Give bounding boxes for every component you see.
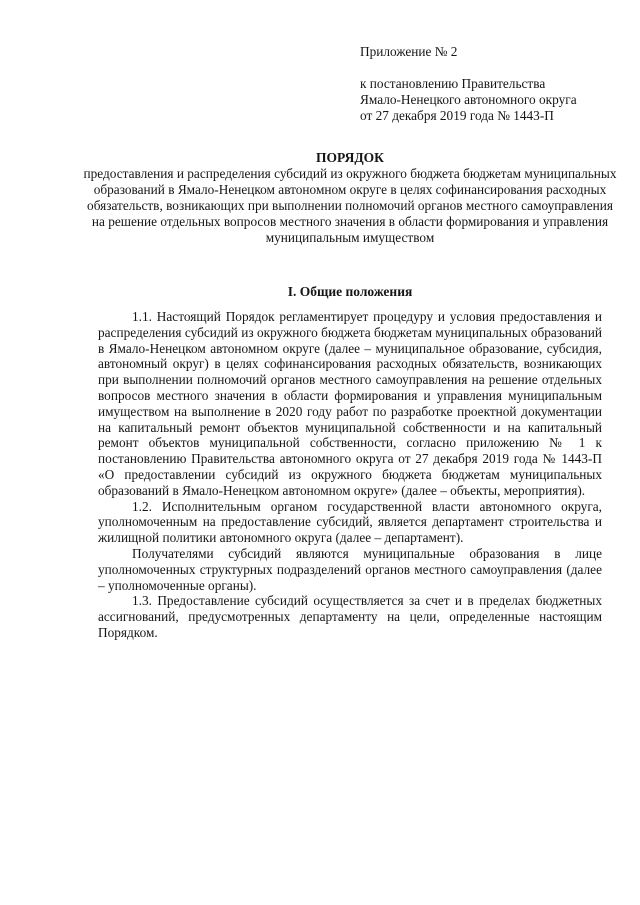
paragraph-1-3: 1.3. Предоставление субсидий осуществляется за счет и в пределах бюджетных ассигнований, предусмотренных департаменту на цели, определенные настоящим Порядком. <box>98 593 602 640</box>
paragraph-1-1: 1.1. Настоящий Порядок регламентирует процедуру и условия предоставления и распределения субсидий из окружного бюджета бюджетам муниципальных образований в Ямало-Ненецком автономном округе (далее – муниципальное образование, субсидия, автономный округ) в целях софинансирования расходных обязательств, возникающих при выполнении полномочий органов местного самоуправления на решение отдельных вопросов местного значения в области формирования и управления муниципальным имуществом на выполнение в 2020 году работ по разработке проектной документации на капитальный ремонт объектов муниципальной собственности и на капитальный ремонт объектов муниципальной собственности, согласно приложению № 1 к постановлению Правительства автономного округа от 27 декабря 2019 года № 1443-П «О предоставлении субсидий из окружного бюджета бюджетам муниципальных образований в Ямало-Ненецком автономном округе» (далее – объекты, мероприятия). <box>98 309 602 498</box>
appendix-region: Ямало-Ненецкого автономного округа <box>360 92 577 107</box>
appendix-header <box>360 44 630 124</box>
appendix-date: от 27 декабря 2019 года № 1443-П <box>360 108 554 123</box>
appendix-resolution: к постановлению Правительства <box>360 76 546 91</box>
document-body <box>98 309 602 641</box>
appendix-number: Приложение № 2 <box>360 44 458 59</box>
paragraph-recipients: Получателями субсидий являются муниципальные образования в лице уполномоченных структурных подразделений органов местного самоуправления (далее – уполномоченные органы). <box>98 545 602 593</box>
document-subtitle: предоставления и распределения субсидий из окружного бюджета бюджетам муниципальных образований в Ямало-Ненецком автономном округе в целях софинансирования расходных обязательств, возникающих при выполнении полномочий органов местного самоуправления на решение отдельных вопросов местного значения в области формирования и управления муниципальным имуществом <box>83 166 617 245</box>
paragraph-1-2: 1.2. Исполнительным органом государственной власти автономного округа, уполномоченным на предоставление субсидий, является департамент строительства и жилищной политики автономного округа (далее – департамент). <box>98 498 602 546</box>
document-title: ПОРЯДОК <box>316 150 384 165</box>
appendix-spacer <box>360 60 630 76</box>
section-title: I. Общие положения <box>287 284 413 299</box>
